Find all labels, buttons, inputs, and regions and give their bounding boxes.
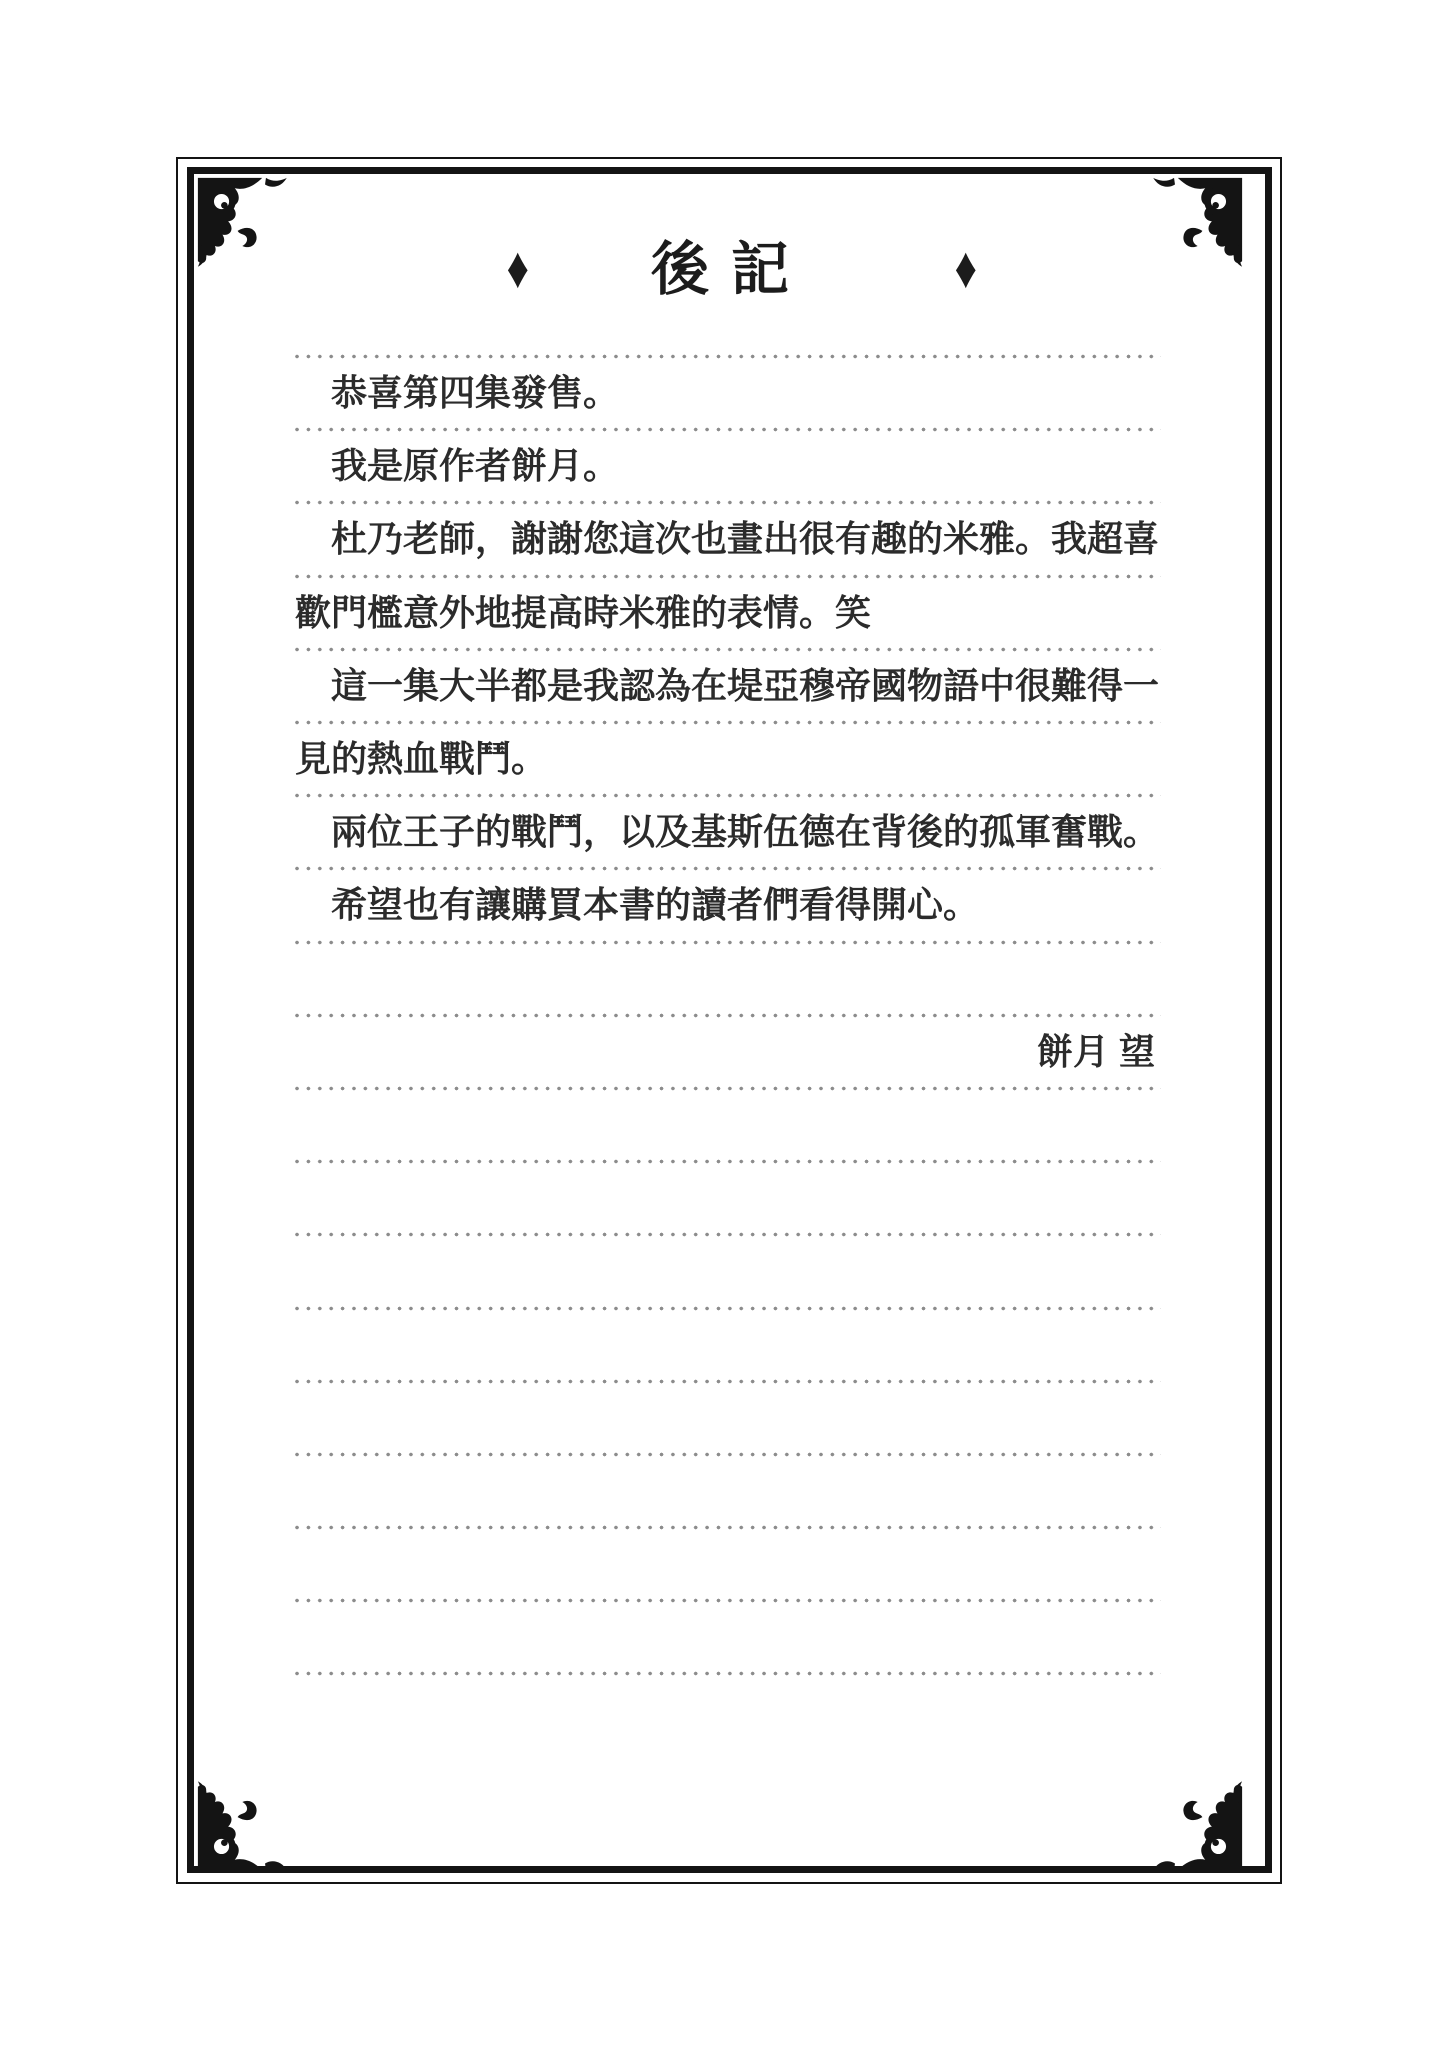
afterword-line: 希望也有讓購買本書的讀者們看得開心。	[331, 884, 980, 925]
dotted-rule	[295, 1159, 1161, 1164]
afterword-line: 歡門檻意外地提高時米雅的表情。笑	[295, 592, 872, 633]
afterword-line: 這一集大半都是我認為在堤亞穆帝國物語中很難得一	[331, 665, 1160, 706]
dotted-rule	[295, 1232, 1161, 1237]
afterword-line: 兩位王子的戰鬥，以及基斯伍德在背後的孤軍奮戰。	[331, 811, 1160, 852]
dotted-rule	[295, 1525, 1161, 1530]
dotted-rule	[295, 1306, 1161, 1311]
dotted-rule	[295, 1671, 1161, 1676]
dotted-rule	[295, 1598, 1161, 1603]
dotted-rule	[295, 1379, 1161, 1384]
afterword-line: 恭喜第四集發售。	[331, 372, 620, 413]
afterword-line: 我是原作者餅月。	[331, 445, 620, 486]
page-title: 後記	[650, 237, 811, 302]
afterword-line: 見的熱血戰鬥。	[295, 738, 548, 779]
corner-flourish-icon	[1140, 1768, 1244, 1872]
title-row	[0, 236, 1440, 316]
corner-flourish-icon	[196, 1768, 300, 1872]
diamond-icon: ♦	[506, 235, 530, 301]
diamond-icon: ♦	[954, 235, 978, 301]
author-signature: 餅月 望	[1036, 1031, 1155, 1072]
dotted-rule	[295, 1452, 1161, 1457]
afterword-line: 杜乃老師，謝謝您這次也畫出很有趣的米雅。我超喜	[331, 518, 1160, 559]
